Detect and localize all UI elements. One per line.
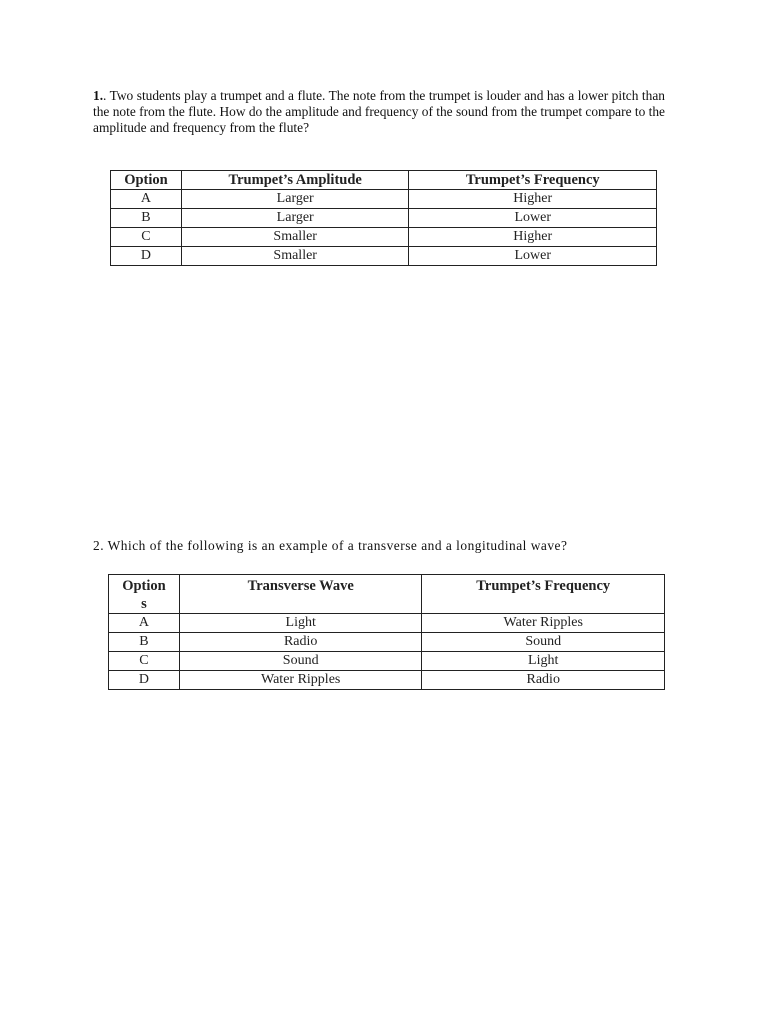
table-row (111, 247, 657, 266)
option-letter: A (111, 190, 182, 209)
table-row (111, 190, 657, 209)
frequency-cell: Higher (409, 190, 657, 209)
header-option: Option (111, 171, 182, 190)
header-option-wrap: s (141, 596, 147, 612)
transverse-cell: Radio (179, 633, 422, 652)
option-letter: A (109, 614, 180, 633)
longitudinal-cell: Sound (422, 633, 665, 652)
longitudinal-cell: Radio (422, 671, 665, 690)
header-trumpet-frequency: Trumpet’s Frequency (422, 575, 665, 614)
question-2-options-table (108, 574, 665, 690)
header-option (109, 575, 180, 614)
header-option-label: Option (122, 578, 166, 594)
amplitude-cell: Larger (181, 209, 409, 228)
option-letter: B (111, 209, 182, 228)
transverse-cell: Water Ripples (179, 671, 422, 690)
longitudinal-cell: Water Ripples (422, 614, 665, 633)
transverse-cell: Sound (179, 652, 422, 671)
option-letter: C (111, 228, 182, 247)
question-1-body: . Two students play a trumpet and a flute. The note from the trumpet is louder and has a lower pitch than the note from the flute. How do the amplitude and frequency of the sound from the trumpet compare to the amplitude and frequency from the flute? (93, 88, 665, 135)
table-row (109, 652, 665, 671)
frequency-cell: Higher (409, 228, 657, 247)
header-trumpet-frequency: Trumpet’s Frequency (409, 171, 657, 190)
header-trumpet-amplitude: Trumpet’s Amplitude (181, 171, 409, 190)
question-1-text (93, 88, 665, 136)
option-letter: B (109, 633, 180, 652)
table-header-row (109, 575, 665, 614)
table-row (109, 633, 665, 652)
transverse-cell: Light (179, 614, 422, 633)
question-1-options-table (110, 170, 657, 266)
amplitude-cell: Larger (181, 190, 409, 209)
longitudinal-cell: Light (422, 652, 665, 671)
option-letter: D (109, 671, 180, 690)
table-row (111, 228, 657, 247)
option-letter: C (109, 652, 180, 671)
frequency-cell: Lower (409, 247, 657, 266)
table-header-row (111, 171, 657, 190)
option-letter: D (111, 247, 182, 266)
amplitude-cell: Smaller (181, 247, 409, 266)
header-transverse-wave: Transverse Wave (179, 575, 422, 614)
question-2-text: 2. Which of the following is an example of a transverse and a longitudinal wave? (93, 538, 568, 553)
question-1-number: 1. (93, 88, 104, 103)
amplitude-cell: Smaller (181, 228, 409, 247)
table-row (109, 671, 665, 690)
table-row (109, 614, 665, 633)
table-row (111, 209, 657, 228)
frequency-cell: Lower (409, 209, 657, 228)
